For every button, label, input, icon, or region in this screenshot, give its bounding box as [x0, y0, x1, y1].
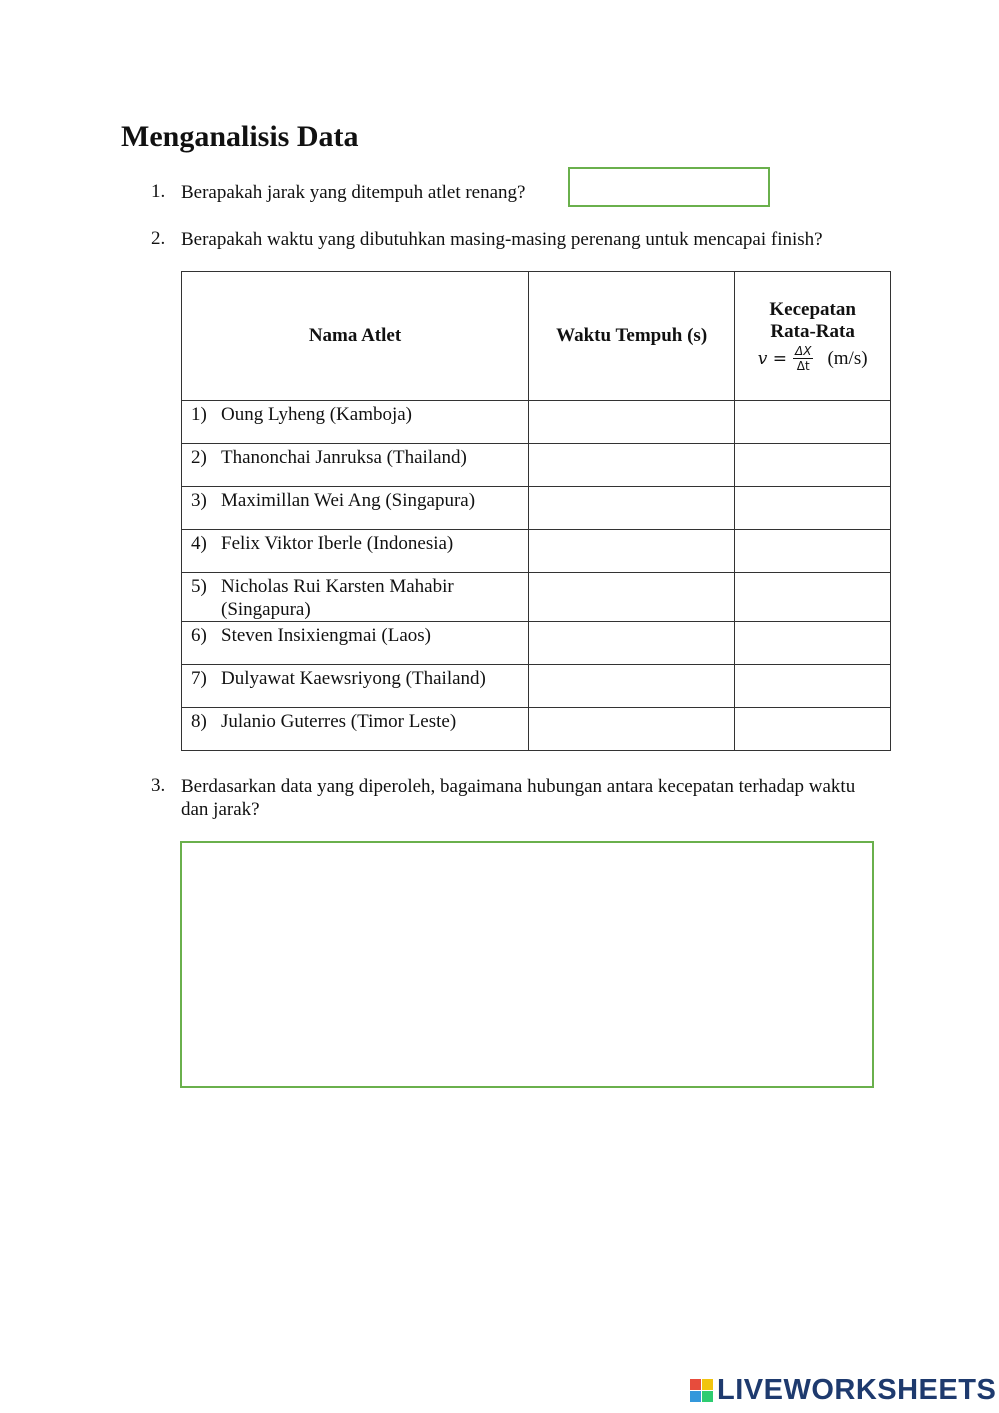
header-kecepatan-line1: Kecepatan — [769, 299, 856, 320]
formula-denominator: Δt — [796, 359, 810, 373]
athlete-cell — [182, 444, 529, 487]
athlete-name: Felix Viktor Iberle (Indonesia) — [221, 533, 454, 554]
logo-square — [702, 1379, 713, 1390]
question-2-number: 2. — [151, 228, 166, 249]
athlete-table — [181, 271, 891, 751]
kecepatan-input-cell[interactable] — [735, 622, 891, 665]
kecepatan-input-cell[interactable] — [735, 487, 891, 530]
header-kecepatan-line2: Rata-Rata — [770, 321, 855, 342]
velocity-formula — [758, 345, 868, 373]
table-row — [182, 487, 891, 530]
liveworksheets-logo — [690, 1374, 996, 1407]
question-2-text: Berapakah waktu yang dibutuhkan masing-masing perenang untuk mencapai finish? — [181, 229, 823, 250]
header-nama-atlet: Nama Atlet — [182, 272, 529, 401]
page-title: Menganalisis Data — [121, 120, 359, 153]
header-kecepatan — [735, 272, 891, 401]
table-row — [182, 622, 891, 665]
question-1-text: Berapakah jarak yang ditempuh atlet renang? — [181, 182, 526, 203]
waktu-input-cell[interactable] — [529, 530, 735, 573]
athlete-name: Julanio Guterres (Timor Leste) — [221, 711, 457, 732]
row-number: 3) — [191, 490, 207, 511]
waktu-input-cell[interactable] — [529, 708, 735, 751]
athlete-cell — [182, 573, 529, 622]
logo-square — [690, 1391, 701, 1402]
athlete-cell — [182, 665, 529, 708]
question-3-text: Berdasarkan data yang diperoleh, bagaimana hubungan antara kecepatan terhadap waktu dan jarak? — [181, 776, 856, 820]
logo-square — [690, 1379, 701, 1390]
answer-1-input[interactable] — [568, 167, 770, 207]
athlete-cell — [182, 530, 529, 573]
formula-unit: (m/s) — [827, 348, 868, 369]
table-row — [182, 401, 891, 444]
table-row — [182, 573, 891, 622]
athlete-name: Nicholas Rui Karsten Mahabir (Singapura) — [221, 576, 454, 620]
waktu-input-cell[interactable] — [529, 487, 735, 530]
athlete-name: Maximillan Wei Ang (Singapura) — [221, 490, 476, 511]
kecepatan-input-cell[interactable] — [735, 401, 891, 444]
formula-v: v = — [757, 349, 787, 369]
waktu-input-cell[interactable] — [529, 622, 735, 665]
athlete-cell — [182, 401, 529, 444]
athlete-name: Oung Lyheng (Kamboja) — [221, 404, 413, 425]
waktu-input-cell[interactable] — [529, 665, 735, 708]
waktu-input-cell[interactable] — [529, 444, 735, 487]
logo-square — [702, 1391, 713, 1402]
kecepatan-input-cell[interactable] — [735, 708, 891, 751]
athlete-cell — [182, 622, 529, 665]
athlete-name: Thanonchai Janruksa (Thailand) — [221, 447, 467, 468]
formula-fraction — [793, 345, 813, 373]
row-number: 6) — [191, 625, 207, 646]
answer-3-input[interactable] — [180, 841, 874, 1088]
athlete-name: Steven Insixiengmai (Laos) — [221, 625, 432, 646]
question-3-number: 3. — [151, 775, 166, 796]
athlete-cell — [182, 487, 529, 530]
table-row — [182, 530, 891, 573]
table-row — [182, 708, 891, 751]
waktu-input-cell[interactable] — [529, 573, 735, 622]
waktu-input-cell[interactable] — [529, 401, 735, 444]
header-waktu-tempuh: Waktu Tempuh (s) — [529, 272, 735, 401]
row-number: 7) — [191, 668, 207, 689]
row-number: 1) — [191, 404, 207, 425]
liveworksheets-logo-icon — [690, 1379, 713, 1402]
kecepatan-input-cell[interactable] — [735, 665, 891, 708]
kecepatan-input-cell[interactable] — [735, 573, 891, 622]
athlete-name: Dulyawat Kaewsriyong (Thailand) — [221, 668, 486, 689]
question-1-number: 1. — [151, 181, 166, 202]
kecepatan-input-cell[interactable] — [735, 530, 891, 573]
table-row — [182, 665, 891, 708]
kecepatan-input-cell[interactable] — [735, 444, 891, 487]
row-number: 5) — [191, 576, 207, 597]
table-row — [182, 444, 891, 487]
logo-text: LIVEWORKSHEETS — [717, 1374, 997, 1406]
formula-numerator: ΔX — [795, 344, 812, 358]
row-number: 4) — [191, 533, 207, 554]
row-number: 8) — [191, 711, 207, 732]
row-number: 2) — [191, 447, 207, 468]
athlete-cell — [182, 708, 529, 751]
